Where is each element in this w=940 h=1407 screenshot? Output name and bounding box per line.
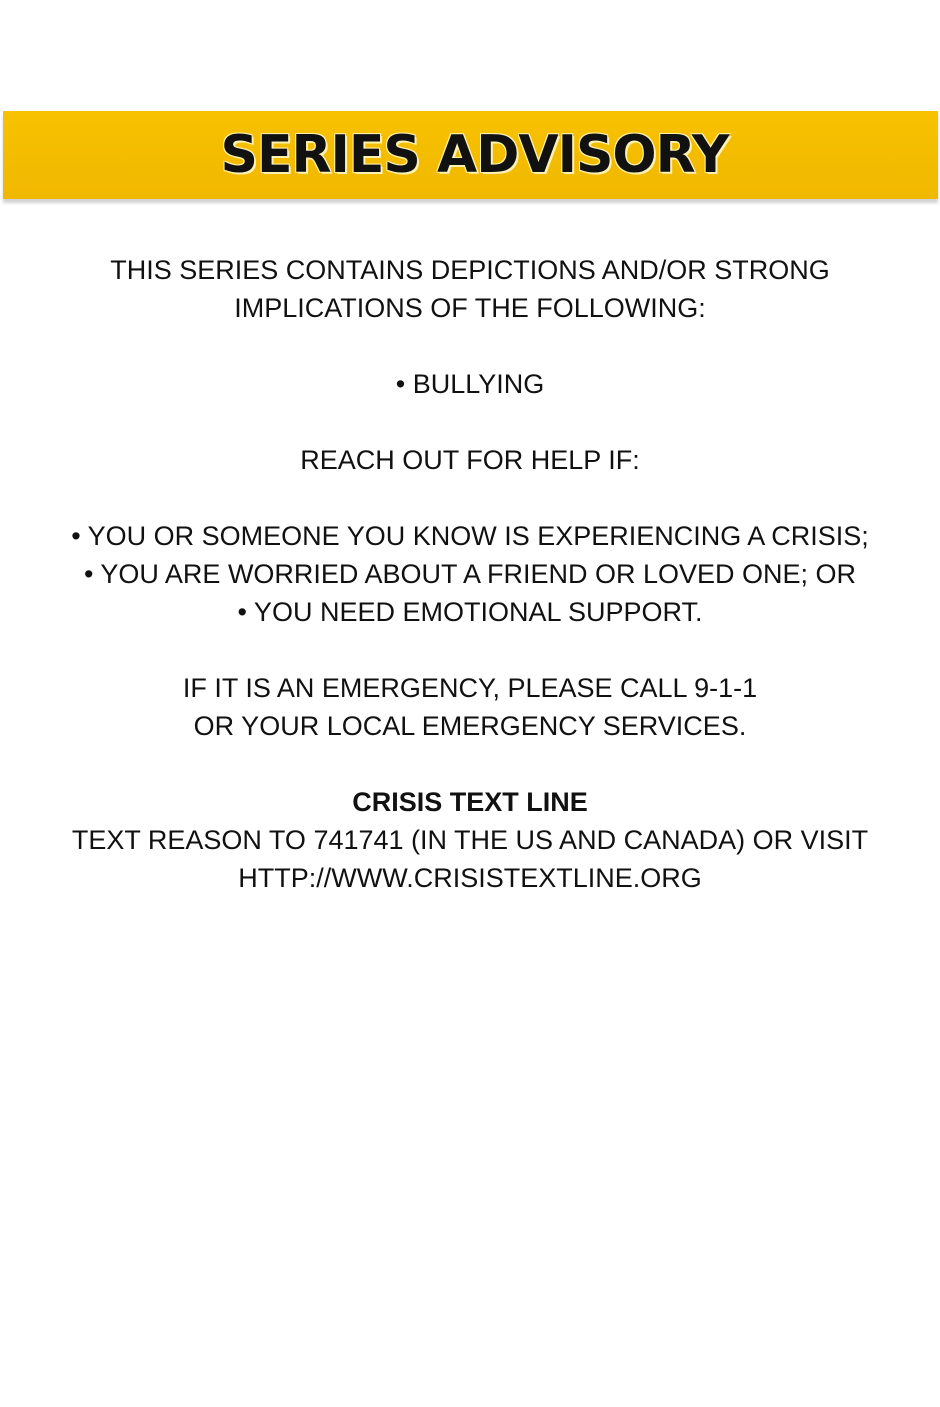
- spacer: [0, 479, 940, 517]
- help-item: • YOU ARE WORRIED ABOUT A FRIEND OR LOVED ONE; OR: [83, 559, 857, 589]
- advisory-banner: [3, 111, 938, 199]
- emergency-line-1: IF IT IS AN EMERGENCY, PLEASE CALL 9-1-1: [182, 673, 758, 703]
- help-item: • YOU NEED EMOTIONAL SUPPORT.: [237, 597, 703, 627]
- crisis-line-title: CRISIS TEXT LINE: [352, 787, 588, 817]
- help-heading: REACH OUT FOR HELP IF:: [300, 445, 640, 475]
- advisory-content: [0, 251, 940, 897]
- spacer: [0, 327, 940, 365]
- banner-title: SERIES ADVISORY: [220, 125, 729, 185]
- crisis-line-url: HTTP://WWW.CRISISTEXTLINE.ORG: [238, 863, 702, 893]
- intro-line-2: IMPLICATIONS OF THE FOLLOWING:: [234, 293, 706, 323]
- help-item: • YOU OR SOMEONE YOU KNOW IS EXPERIENCING A CRISIS;: [71, 521, 869, 551]
- emergency-line-2: OR YOUR LOCAL EMERGENCY SERVICES.: [193, 711, 747, 741]
- crisis-line-instructions: TEXT REASON TO 741741 (IN THE US AND CANADA) OR VISIT: [71, 825, 869, 855]
- intro-line-1: THIS SERIES CONTAINS DEPICTIONS AND/OR STRONG: [110, 255, 830, 285]
- spacer: [0, 631, 940, 669]
- spacer: [0, 403, 940, 441]
- spacer: [0, 745, 940, 783]
- topic-item: • BULLYING: [395, 369, 545, 399]
